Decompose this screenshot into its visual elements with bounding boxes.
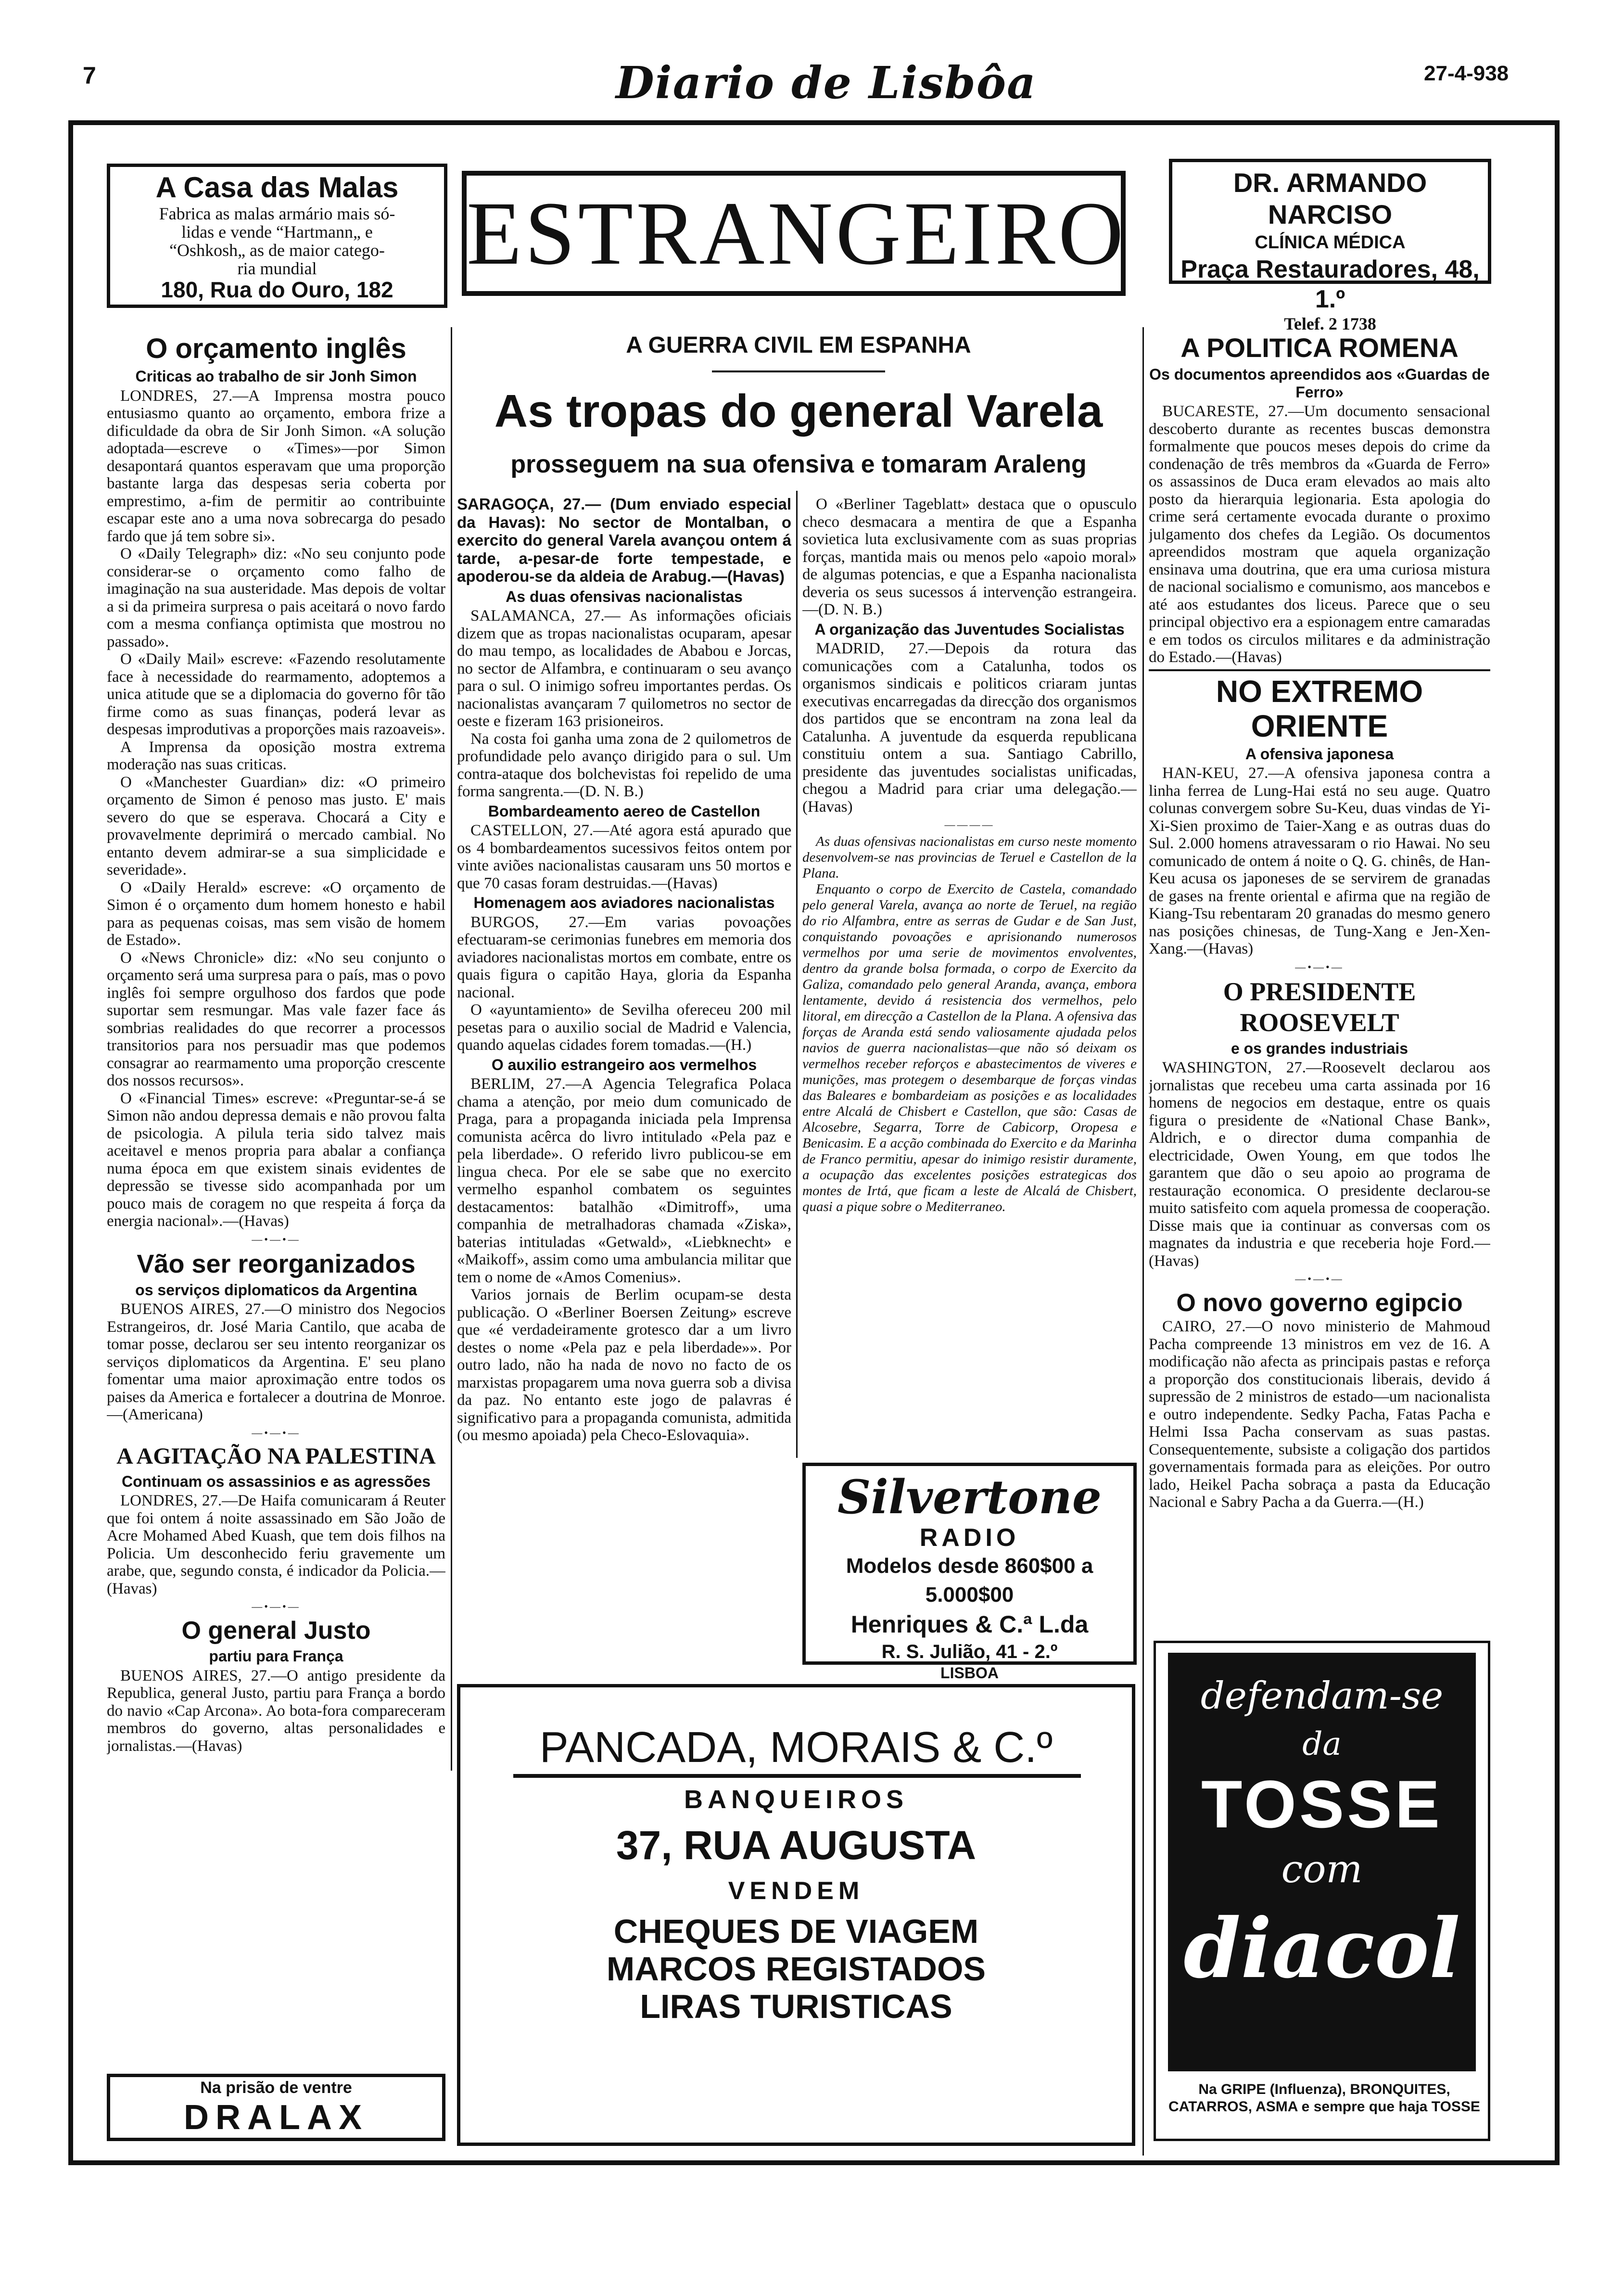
ad-silvertone-models: Modelos desde 860$00 a 5.000$00 [846, 1554, 1093, 1607]
paragraph: Varios jornais de Berlim ocupam-se desta publicação. O «Berliner Boersen Zeitung» escreve que «é verdadeiramente grotesco dar a um livro destes o nome «Pela paz e pela liberdade»». Por outro lado, não ha nada de novo no facto de os marxistas propagarem uma nova guerra sob a divisa da paz. No entanto este jogo de palavras é significativo para a propaganda comunista, admitida (ou mesmo apoiada) pela Checo-Eslovaquia». [457, 1286, 791, 1444]
ad-casa-line: Fabrica as malas armário mais só- [159, 204, 395, 223]
separator: —•—•— [1295, 1273, 1344, 1285]
paragraph [457, 496, 791, 586]
newspaper-title: Diario de Lisbôa [616, 57, 1037, 109]
paragraph: BURGOS, 27.—Em varias povoações efectuaram-se cerimonias funebres em memoria dos aviadores nacionalistas mortos em combate, entre os quais figura o capitão Haya, gloria da Espanha nacional. [457, 913, 791, 1001]
subhead: O auxilio estrangeiro aos vermelhos [491, 1056, 757, 1073]
separator: —•—•— [252, 1600, 301, 1612]
ad-silvertone-radio: RADIO [919, 1524, 1020, 1552]
ad-silvertone [802, 1463, 1137, 1682]
subhead: As duas ofensivas nacionalistas [506, 587, 743, 605]
article-subtitle: Continuam os assassinios e as agressões [121, 1472, 431, 1490]
article-title-egipcio: O novo governo egipcio [1176, 1289, 1463, 1317]
paragraph: O «Manchester Guardian» diz: «O primeiro orçamento de Simon é penoso mas justo. E' mais severo do que se esperava. Chocará a City e provavelmente deprimirá o mercado cambial. No entanto devem admirar-se a sua simplicidade e severidade». [107, 773, 445, 879]
ad-narciso-tel: Telef. 2 1738 [1284, 314, 1376, 333]
separator: ———— [944, 818, 995, 830]
subhead: A organização das Juventudes Socialistas [814, 620, 1125, 638]
paragraph: A Imprensa da oposição mostra extrema moderação nas suas criticas. [107, 738, 445, 773]
paragraph: CAIRO, 27.—O novo ministerio de Mahmoud Pacha compreende 13 ministros em vez de 16. A modificação não afecta as principais pastas e reforça a proporção dos constitucionais liberais, devido á supressão de 2 ministros de estado—um nacionalista e outro independente. Sedky Pacha, Fatas Pacha e Helmi Issa Pacha conservam as suas pastas. Consequentemente, subsiste a coligação dos partidos governamentais formada para as eleições. Por outro lado, Heikel Pacha sobraça a pasta da Educação Nacional e Sabry Pacha a da Guerra.—(H.) [1149, 1318, 1490, 1511]
ad-casa-address: 180, Rua do Ouro, 182 [161, 277, 393, 302]
ad-diacol-l5: diacol [1183, 1901, 1460, 1997]
paragraph: O «Financial Times» escreve: «Preguntar-se-á se Simon não andou depressa demais e não provou falta de psicologia. A pilula teria sido talvez mais aceitavel e menos propria para abalar a confiança numa época em que existem sinais evidentes de depressão se tivesse sido acompanhada por um pouco mais de coragem no que respeita á força da energia nacional».—(Havas) [107, 1089, 445, 1230]
lead-text: No sector de Montalban, o exercito do general Varela avançou ontem á tarde, a-pesar-de forte tempestade, e apoderou-se da aldeia de Arabug.—(Havas) [457, 513, 791, 585]
ad-casa-title: A Casa das Malas [155, 171, 399, 204]
article-title-oriente: NO EXTREMO ORIENTE [1216, 674, 1423, 743]
ad-diacol-foot: Na GRIPE (Influenza), BRONQUITES, CATARROS, ASMA e sempre que haja TOSSE [1168, 2081, 1480, 2115]
article-subtitle: A ofensiva japonesa [1245, 745, 1394, 763]
issue-date: 27-4-938 [1424, 62, 1509, 85]
deck: prosseguem na sua ofensiva e tomaram Araleng [510, 450, 1087, 478]
ad-diacol-l1: defendam-se [1200, 1674, 1444, 1718]
ad-casa-line: lidas e vende “Hartmann„ e [181, 222, 373, 242]
ad-narciso-name: DR. ARMANDO NARCISO [1233, 167, 1427, 230]
article-title-reorganizados: Vão ser reorganizados [137, 1249, 416, 1278]
paragraph: O «Daily Herald» escreve: «O orçamento de Simon é o orçamento dum homem honesto e habil para as pequenas coisas, mas sem visão de homem de Estado». [107, 879, 445, 949]
paragraph: Na costa foi ganha uma zona de 2 quilometros de profundidade pelo avanço dirigido para o sul. Um contra-ataque dos bolchevistas foi repelido de uma forma sangrenta.—(D. N. B.) [457, 730, 791, 800]
ad-dralax-brand: DRALAX [184, 2098, 368, 2137]
paragraph: BUCARESTE, 27.—Um documento sensacional descoberto durante as recentes buscas demonstra formalmente que poucos meses depois do crime da condenação de três membros da «Guarda de Ferro» os assassinos de Duca eram elevados ao mais alto posto da hierarquia legionaria. Esta apologia do crime será certamente evocada durante o proximo julgamento dos chefes da Legião. Os documentos apreendidos mostram que aquela organização ensinava uma doutrina, que era uma curiosa mistura de nacional socialismo e comunismo, aos mancebos e até aos estudantes dos liceus. Parece que o seu principal objectivo era a espionagem entre camaradas e em todos os circulos militares e da administração do Estado.—(Havas) [1149, 403, 1490, 666]
paragraph: SALAMANCA, 27.— As informações oficiais dizem que as tropas nacionalistas ocuparam, apesar do mau tempo, as localidades de Ababou e Jorcas, no sector de Alfambra, e continuaram o seu avanço para o sul. O inimigo sofreu importantes perdas. Os nacionalistas avançaram 7 quilometros no sector de oeste e fizeram 163 prisioneiros. [457, 607, 791, 730]
paragraph: LONDRES, 27.—A Imprensa mostra pouco entusiasmo quanto ao orçamento, embora frize a dificuldade da obra de Sir Jonh Simon. «A solução adoptada—escreve o «Times»—por Simon desapontará quantos esperavam que uma proporção bastante larga das despesas seria coberta por emprestimo, a-fim de permitir ao contribuinte escapar este ano a uma nova sobrecarga do pesado fardo que já tem sobre si». [107, 387, 445, 545]
subhead: Bombardeamento aereo de Castellon [488, 802, 761, 820]
ad-silvertone-city: LISBOA [940, 1664, 999, 1682]
ad-casa-line: “Oshkosh„ as de maior catego- [169, 241, 385, 260]
ad-pancada-type: BANQUEIROS [684, 1785, 909, 1814]
right-column [1149, 332, 1490, 1641]
ad-silvertone-address: R. S. Julião, 41 - 2.º [881, 1641, 1058, 1662]
italic-paragraph: Enquanto o corpo de Exercito de Castela, comandado pelo general Varela, avança ao norte de Teruel, na região do rio Alfambra, entre as serras de Gudar e de San Just, conquistando povoações e aprisionando numerosos vermelhos por uma serie de movimentos envolventes, dentro da grande bolsa formada, o corpo de Exercito da Galiza, comandado pelo general Aranda, avança, embora lentamente, devido á resistencia dos vermelhos, pelo litoral, em direcção a Castellon de la Plana. A ofensiva das forças de Aranda está sendo valiosamente ajudada pelos navios de guerra nacionalistas—que não só deixam os vermelhos receber reforços e abastecimentos de viveres e munições, mas protegem o desembarque de forças vindas das Baleares e bombardeiam as posições e as localidades entre Alcalá de Chisbert e Castellon, que são: Casas de Alcosebre, Segarra, Torre de Cabicorp, Oropesa e Benicasim. E a acção combinada do Exercito e da Marinha de Franco permitiu, apesar do inimigo resistir duramente, a ocupação das excelentes posições estrategicas dos montes de Irtá, que ficam a leste de Alcalá de Chisbert, quasi a pique sobre o Mediterraneo. [802, 881, 1137, 1214]
ad-narciso-address: Praça Restauradores, 48, 1.º [1180, 255, 1480, 313]
paragraph: BUENOS AIRES, 27.—O ministro dos Negocios Estrangeiros, dr. José Maria Cantilo, que acaba de tomar posse, declarou ser seu intento reorganizar os serviços diplomaticos da Argentina. E' seu plano fomentar uma maior aproximação entre todos os paises da America e fortalecer a doutrina de Monroe.—(Americana) [107, 1301, 445, 1423]
ad-pancada-address: 37, RUA AUGUSTA [616, 1823, 977, 1868]
paragraph: BERLIM, 27.—A Agencia Telegrafica Polaca chama a atenção, por meio dum comunicado de Praga, para a propaganda iniciada pela Imprensa comunista acêrca do livro intitulado «Pela paz e pela liberdade». O referido livro publicou-se em lingua checa. Por ele se sabe que no exercito vermelho espanhol combatem os seguintes destacamentos: batalhão «Dimitroff», uma companhia de metralhadoras chamada «Ziska», baterias intituladas «Getwald», «Liebknecht» e «Maikoff», assim como uma ambulancia militar que tem o nome de «Amos Comenius». [457, 1075, 791, 1286]
separator: —•—•— [252, 1426, 301, 1439]
paragraph: O «Berliner Tageblatt» destaca que o opusculo checo desmacara a mentira de que a Espanha sovietica luta exclusivamente com as suas proprias forças, mantida mais ou menos pelo «apoio moral» de algumas potencias, e que a Espanha nacionalista deveria os seus sucessos á intervenção estrangeira.—(D. N. B.) [802, 496, 1137, 618]
article-subtitle: e os grandes industriais [1231, 1039, 1408, 1057]
paragraph: O «ayuntamiento» de Sevilha ofereceu 200 mil pesetas para o auxilio social de Madrid e Valencia, quando aquelas cidades forem tomadas.—(H.) [457, 1001, 791, 1054]
headline: As tropas do general Varela [494, 385, 1103, 437]
page-number: 7 [83, 62, 96, 89]
separator: —•—•— [1295, 960, 1344, 973]
paragraph: O «Daily Telegraph» diz: «No seu conjunto pode considerar-se o orçamento como falho de imaginação na sua austeridade. Mas depois de voltar a si da primeira surpresa o pais aceitará o novo fardo com a mesma confiança optimista que mostrou no passado». [107, 545, 445, 651]
ad-silvertone-dealer: Henriques & C.ª L.da [850, 1611, 1089, 1638]
ad-pancada-morais [457, 1684, 1135, 2146]
kicker: A GUERRA CIVIL EM ESPANHA [626, 332, 971, 358]
article-title-roosevelt: O PRESIDENTE ROOSEVELT [1223, 977, 1416, 1037]
ad-dr-narciso [1169, 159, 1491, 333]
ad-dralax [107, 2074, 445, 2141]
paragraph: CASTELLON, 27.—Até agora está apurado que os 4 bombardeamentos sucessivos feitos ontem por vinte aviões nacionalistas causaram uns 50 mortos e que 70 casas foram destruidas.—(Havas) [457, 822, 791, 892]
paragraph: HAN-KEU, 27.—A ofensiva japonesa contra a linha ferrea de Lung-Hai está no seu auge. Quatro colunas convergem sobre Su-Keu, duas vindas de Yi-Xi-Sien proximo de Taier-Xang e as outras duas do Sul. 2.000 homens atravessaram o rio Hawai. No seu comunicado de ontem á noite o Q. G. chinês, de Han-Keu acusa os japoneses de se servirem de granadas de gases na frente oriental e afirma que na região de Kiang-Tsu rebentaram 20 granadas do mesmo genero nas posições chinesas, de Tung-Xang e Jen-Xen-Xang.—(Havas) [1149, 765, 1490, 957]
ad-diacol-l3: TOSSE [1201, 1766, 1443, 1842]
article-title-justo: O general Justo [181, 1617, 371, 1645]
ad-casa-das-malas [107, 164, 447, 308]
center-column-a [457, 496, 791, 1458]
ad-dralax-line: Na prisão de ventre [200, 2079, 352, 2097]
column-rule [1142, 327, 1144, 2156]
article-subtitle: Criticas ao trabalho de sir Jonh Simon [135, 368, 417, 385]
article-subtitle: partiu para França [209, 1647, 343, 1665]
article-title-orcamento: O orçamento inglês [146, 333, 406, 364]
ad-pancada-verb: VENDEM [728, 1877, 864, 1905]
center-column-b [802, 496, 1137, 1439]
kicker-rule [712, 370, 885, 372]
article-subtitle: Os documentos apreendidos aos «Guardas de Ferro» [1149, 366, 1490, 401]
ad-pancada-rule [513, 1774, 1081, 1778]
ad-pancada-name: PANCADA, MORAIS & C.º [539, 1723, 1053, 1772]
subhead: Homenagem aos aviadores nacionalistas [473, 894, 775, 911]
paragraph: LONDRES, 27.—De Haifa comunicaram á Reuter que foi ontem á noite assassinado em São João de Acre Mohamed Abed Kuash, que tem dois filhos na Policia. Um desconhecido feriu gravemente um arabe, que, segundo consta, é indicador da Policia.—(Havas) [107, 1492, 445, 1597]
ad-narciso-clinic: CLÍNICA MÉDICA [1255, 232, 1406, 253]
paragraph: MADRID, 27.—Depois da rotura das comunicações com a Catalunha, todos os organismos sindicais e politicos criaram juntas executivas encarregadas da direcção dos organismos dos partidos que se encontram na zona leal da Catalunha. A juventude da esquerda republicana constituiu ontem a sua. Santiago Cabrillo, presidente das juventudes socialistas unificadas, chegou a Madrid para criar uma delegação.—(Havas) [802, 640, 1137, 816]
article-title-palestina: A AGITAÇÃO NA PALESTINA [116, 1443, 436, 1469]
section-banner [462, 171, 1126, 296]
paragraph: BUENOS AIRES, 27.—O antigo presidente da Republica, general Justo, partiu para França a bordo do navio «Cap Arcona». Ao bota-fora compareceram membros do governo, altas personalidades e jornalistas.—(Havas) [107, 1667, 445, 1755]
dateline: SARAGOÇA, 27.— (Dum enviado especial da Havas): [457, 496, 791, 531]
divider [1149, 669, 1490, 671]
ad-pancada-item: MARCOS REGISTADOS [606, 1950, 986, 1988]
italic-paragraph: As duas ofensivas nacionalistas em curso neste momento desenvolvem-se nas provincias de Teruel e Castellon de la Plana. [802, 834, 1137, 881]
ad-casa-line: ria mundial [237, 259, 317, 278]
section-title: ESTRANGEIRO [467, 183, 1127, 283]
ad-diacol-l2: da [1302, 1725, 1342, 1762]
column-rule [796, 491, 798, 1458]
ad-diacol [1154, 1641, 1490, 2141]
ad-pancada-item: LIRAS TURISTICAS [640, 1988, 952, 2025]
article-title-romena: A POLITICA ROMENA [1180, 332, 1459, 363]
column-rule [451, 327, 452, 1771]
ad-diacol-panel [1168, 1653, 1476, 2071]
ad-silvertone-brand: Silvertone [837, 1470, 1102, 1524]
paragraph: O «Daily Mail» escreve: «Fazendo resolutamente face à necessidade do rearmamento, adoptemos a unica atitude que se a diplomacia do governo fôr tão firme como as suas finanças, poderá levar as despesas improdutivas a proporções mais razoaveis». [107, 651, 445, 738]
separator: —•—•— [252, 1233, 301, 1245]
paragraph: O «News Chronicle» diz: «No seu conjunto o orçamento será uma surpresa para o país, mas o povo inglês foi sempre orgulhoso dos fardos que pode suportar sem resmungar. Mas vale fazer face ás sombrias realidades do que recorrer a processos transitorios para nos persuadir mas que podemos consagrar ao rearmamento uma proporção crescente dos nossos recursos». [107, 949, 445, 1089]
ad-diacol-l4: com [1281, 1847, 1363, 1891]
article-subtitle: os serviços diplomaticos da Argentina [135, 1281, 417, 1299]
ad-pancada-item: CHEQUES DE VIAGEM [613, 1913, 979, 1950]
left-column [107, 332, 445, 2146]
paragraph: WASHINGTON, 27.—Roosevelt declarou aos jornalistas que recebeu uma carta assinada por 16 homens de negocios em destaque, entre os quais figura o presidente de «National Chase Bank», Aldrich, e o director duma companhia de electricidade, Owen Young, em que todos lhe garantem que dão o seu apoio ao programa de restauração economica. O presidente declarou-se muito satisfeito com aquela promessa de cooperação. Disse mais que ia continuar as conversas com os magnates da industria e que receberia hoje Ford.—(Havas) [1149, 1059, 1490, 1270]
